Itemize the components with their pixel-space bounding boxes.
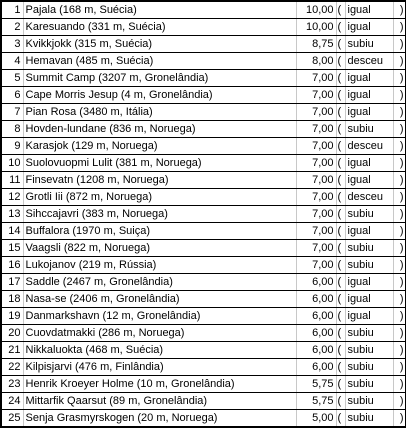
table-row: [1, 342, 405, 359]
rank-cell[interactable]: 22: [1, 359, 23, 376]
table-row: [1, 19, 405, 36]
open-paren-cell[interactable]: (: [336, 104, 345, 121]
value-cell[interactable]: 10,00: [296, 1, 336, 19]
trend-cell[interactable]: igual: [345, 155, 393, 172]
value-cell[interactable]: 7,00: [296, 240, 336, 257]
open-paren-cell[interactable]: (: [336, 325, 345, 342]
table-row: [1, 257, 405, 274]
trend-cell[interactable]: desceu: [345, 138, 393, 155]
table-row: [1, 206, 405, 223]
trend-cell[interactable]: subiu: [345, 376, 393, 393]
table-row: [1, 53, 405, 70]
rank-cell[interactable]: 9: [1, 138, 23, 155]
close-paren-cell[interactable]: ): [393, 138, 405, 155]
table-row: [1, 359, 405, 376]
station-name-cell[interactable]: Henrik Kroeyer Holme (10 m, Gronelândia): [23, 376, 296, 393]
station-name-cell[interactable]: Danmarkshavn (12 m, Gronelândia): [23, 308, 296, 325]
trend-cell[interactable]: desceu: [345, 189, 393, 206]
open-paren-cell[interactable]: (: [336, 274, 345, 291]
station-name-cell[interactable]: Kvikkjokk (315 m, Suécia): [23, 36, 296, 53]
trend-cell[interactable]: igual: [345, 87, 393, 104]
station-name-cell[interactable]: Cuovdatmakki (286 m, Noruega): [23, 325, 296, 342]
station-name-cell[interactable]: Vaagsli (822 m, Noruega): [23, 240, 296, 257]
open-paren-cell[interactable]: (: [336, 393, 345, 410]
station-name-cell[interactable]: Nikkaluokta (468 m, Suécia): [23, 342, 296, 359]
value-cell[interactable]: 7,00: [296, 87, 336, 104]
rank-cell[interactable]: 5: [1, 70, 23, 87]
table-row: [1, 121, 405, 138]
close-paren-cell[interactable]: ): [393, 274, 405, 291]
rank-cell[interactable]: 2: [1, 19, 23, 36]
open-paren-cell[interactable]: (: [336, 53, 345, 70]
station-name-cell[interactable]: Kilpisjarvi (476 m, Finlândia): [23, 359, 296, 376]
value-cell[interactable]: 5,75: [296, 376, 336, 393]
rank-cell[interactable]: 3: [1, 36, 23, 53]
rank-cell[interactable]: 19: [1, 308, 23, 325]
station-name-cell[interactable]: Senja Grasmyrskogen (20 m, Noruega): [23, 410, 296, 428]
open-paren-cell[interactable]: (: [336, 19, 345, 36]
rank-cell[interactable]: 8: [1, 121, 23, 138]
close-paren-cell[interactable]: ): [393, 206, 405, 223]
trend-cell[interactable]: subiu: [345, 325, 393, 342]
trend-cell[interactable]: igual: [345, 1, 393, 19]
station-name-cell[interactable]: Pian Rosa (3480 m, Itália): [23, 104, 296, 121]
open-paren-cell[interactable]: (: [336, 155, 345, 172]
close-paren-cell[interactable]: ): [393, 172, 405, 189]
trend-cell[interactable]: subiu: [345, 240, 393, 257]
open-paren-cell[interactable]: (: [336, 291, 345, 308]
value-cell[interactable]: 6,00: [296, 274, 336, 291]
value-cell[interactable]: 7,00: [296, 206, 336, 223]
close-paren-cell[interactable]: ): [393, 291, 405, 308]
close-paren-cell[interactable]: ): [393, 223, 405, 240]
station-name-cell[interactable]: Suolovuopmi Lulit (381 m, Noruega): [23, 155, 296, 172]
value-cell[interactable]: 7,00: [296, 257, 336, 274]
close-paren-cell[interactable]: ): [393, 53, 405, 70]
open-paren-cell[interactable]: (: [336, 87, 345, 104]
open-paren-cell[interactable]: (: [336, 172, 345, 189]
trend-cell[interactable]: igual: [345, 172, 393, 189]
open-paren-cell[interactable]: (: [336, 189, 345, 206]
trend-cell[interactable]: igual: [345, 223, 393, 240]
station-name-cell[interactable]: Mittarfik Qaarsut (89 m, Gronelândia): [23, 393, 296, 410]
rank-cell[interactable]: 6: [1, 87, 23, 104]
rank-cell[interactable]: 20: [1, 325, 23, 342]
rank-cell[interactable]: 16: [1, 257, 23, 274]
value-cell[interactable]: 7,00: [296, 172, 336, 189]
rank-cell[interactable]: 15: [1, 240, 23, 257]
value-cell[interactable]: 7,00: [296, 121, 336, 138]
trend-cell[interactable]: subiu: [345, 257, 393, 274]
open-paren-cell[interactable]: (: [336, 121, 345, 138]
trend-cell[interactable]: subiu: [345, 342, 393, 359]
station-name-cell[interactable]: Pajala (168 m, Suécia): [23, 1, 296, 19]
rank-cell[interactable]: 14: [1, 223, 23, 240]
table-row: [1, 308, 405, 325]
close-paren-cell[interactable]: ): [393, 308, 405, 325]
open-paren-cell[interactable]: (: [336, 410, 345, 428]
close-paren-cell[interactable]: ): [393, 189, 405, 206]
table-row: [1, 240, 405, 257]
close-paren-cell[interactable]: ): [393, 70, 405, 87]
rank-cell[interactable]: 23: [1, 376, 23, 393]
station-name-cell[interactable]: Sihccajavri (383 m, Noruega): [23, 206, 296, 223]
table-row: [1, 155, 405, 172]
station-name-cell[interactable]: Karasjok (129 m, Noruega): [23, 138, 296, 155]
close-paren-cell[interactable]: ): [393, 87, 405, 104]
close-paren-cell[interactable]: ): [393, 240, 405, 257]
open-paren-cell[interactable]: (: [336, 308, 345, 325]
value-cell[interactable]: 7,00: [296, 104, 336, 121]
table-row: [1, 325, 405, 342]
close-paren-cell[interactable]: ): [393, 410, 405, 428]
table-row: [1, 36, 405, 53]
value-cell[interactable]: 8,75: [296, 36, 336, 53]
trend-cell[interactable]: subiu: [345, 393, 393, 410]
station-name-cell[interactable]: Cape Morris Jesup (4 m, Gronelândia): [23, 87, 296, 104]
trend-cell[interactable]: subiu: [345, 36, 393, 53]
table-row: [1, 410, 405, 428]
value-cell[interactable]: 7,00: [296, 223, 336, 240]
table-row: [1, 70, 405, 87]
table-row: [1, 376, 405, 393]
open-paren-cell[interactable]: (: [336, 359, 345, 376]
close-paren-cell[interactable]: ): [393, 155, 405, 172]
table-row: [1, 223, 405, 240]
close-paren-cell[interactable]: ): [393, 121, 405, 138]
open-paren-cell[interactable]: (: [336, 376, 345, 393]
table-row: [1, 393, 405, 410]
table-row: [1, 138, 405, 155]
close-paren-cell[interactable]: ): [393, 257, 405, 274]
trend-cell[interactable]: subiu: [345, 121, 393, 138]
rank-cell[interactable]: 24: [1, 393, 23, 410]
close-paren-cell[interactable]: ): [393, 342, 405, 359]
trend-cell[interactable]: subiu: [345, 206, 393, 223]
value-cell[interactable]: 6,00: [296, 359, 336, 376]
station-name-cell[interactable]: Hovden-lundane (836 m, Noruega): [23, 121, 296, 138]
open-paren-cell[interactable]: (: [336, 138, 345, 155]
open-paren-cell[interactable]: (: [336, 223, 345, 240]
table-row: [1, 274, 405, 291]
value-cell[interactable]: 6,00: [296, 325, 336, 342]
value-cell[interactable]: 7,00: [296, 189, 336, 206]
close-paren-cell[interactable]: ): [393, 1, 405, 19]
rank-cell[interactable]: 13: [1, 206, 23, 223]
table-row: [1, 172, 405, 189]
rank-cell[interactable]: 25: [1, 410, 23, 428]
rank-cell[interactable]: 7: [1, 104, 23, 121]
close-paren-cell[interactable]: ): [393, 325, 405, 342]
station-name-cell[interactable]: Finsevatn (1208 m, Noruega): [23, 172, 296, 189]
rank-cell[interactable]: 4: [1, 53, 23, 70]
trend-cell[interactable]: igual: [345, 308, 393, 325]
open-paren-cell[interactable]: (: [336, 240, 345, 257]
table-row: [1, 291, 405, 308]
trend-cell[interactable]: igual: [345, 70, 393, 87]
station-name-cell[interactable]: Lukojanov (219 m, Rússia): [23, 257, 296, 274]
station-name-cell[interactable]: Hemavan (485 m, Suécia): [23, 53, 296, 70]
ranking-table-body: [1, 1, 405, 427]
open-paren-cell[interactable]: (: [336, 70, 345, 87]
value-cell[interactable]: 7,00: [296, 155, 336, 172]
close-paren-cell[interactable]: ): [393, 393, 405, 410]
trend-cell[interactable]: subiu: [345, 410, 393, 428]
trend-cell[interactable]: igual: [345, 19, 393, 36]
value-cell[interactable]: 7,00: [296, 138, 336, 155]
rank-cell[interactable]: 18: [1, 291, 23, 308]
station-name-cell[interactable]: Nasa-se (2406 m, Gronelândia): [23, 291, 296, 308]
open-paren-cell[interactable]: (: [336, 257, 345, 274]
table-row: [1, 104, 405, 121]
trend-cell[interactable]: subiu: [345, 359, 393, 376]
open-paren-cell[interactable]: (: [336, 1, 345, 19]
station-name-cell[interactable]: Saddle (2467 m, Gronelândia): [23, 274, 296, 291]
station-name-cell[interactable]: Summit Camp (3207 m, Gronelândia): [23, 70, 296, 87]
close-paren-cell[interactable]: ): [393, 36, 405, 53]
open-paren-cell[interactable]: (: [336, 206, 345, 223]
trend-cell[interactable]: igual: [345, 104, 393, 121]
station-name-cell[interactable]: Buffalora (1970 m, Suiça): [23, 223, 296, 240]
close-paren-cell[interactable]: ): [393, 359, 405, 376]
rank-cell[interactable]: 1: [1, 1, 23, 19]
station-name-cell[interactable]: Grotli Iii (872 m, Noruega): [23, 189, 296, 206]
table-row: [1, 1, 405, 19]
trend-cell[interactable]: igual: [345, 274, 393, 291]
value-cell[interactable]: 5,75: [296, 393, 336, 410]
rank-cell[interactable]: 21: [1, 342, 23, 359]
value-cell[interactable]: 10,00: [296, 19, 336, 36]
value-cell[interactable]: 7,00: [296, 70, 336, 87]
value-cell[interactable]: 6,00: [296, 291, 336, 308]
close-paren-cell[interactable]: ): [393, 104, 405, 121]
close-paren-cell[interactable]: ): [393, 376, 405, 393]
rank-cell[interactable]: 12: [1, 189, 23, 206]
value-cell[interactable]: 8,00: [296, 53, 336, 70]
rank-cell[interactable]: 11: [1, 172, 23, 189]
value-cell[interactable]: 6,00: [296, 308, 336, 325]
open-paren-cell[interactable]: (: [336, 36, 345, 53]
close-paren-cell[interactable]: ): [393, 19, 405, 36]
trend-cell[interactable]: igual: [345, 291, 393, 308]
value-cell[interactable]: 6,00: [296, 342, 336, 359]
open-paren-cell[interactable]: (: [336, 342, 345, 359]
value-cell[interactable]: 5,00: [296, 410, 336, 428]
station-name-cell[interactable]: Karesuando (331 m, Suécia): [23, 19, 296, 36]
trend-cell[interactable]: desceu: [345, 53, 393, 70]
table-row: [1, 87, 405, 104]
rank-cell[interactable]: 17: [1, 274, 23, 291]
table-row: [1, 189, 405, 206]
rank-cell[interactable]: 10: [1, 155, 23, 172]
